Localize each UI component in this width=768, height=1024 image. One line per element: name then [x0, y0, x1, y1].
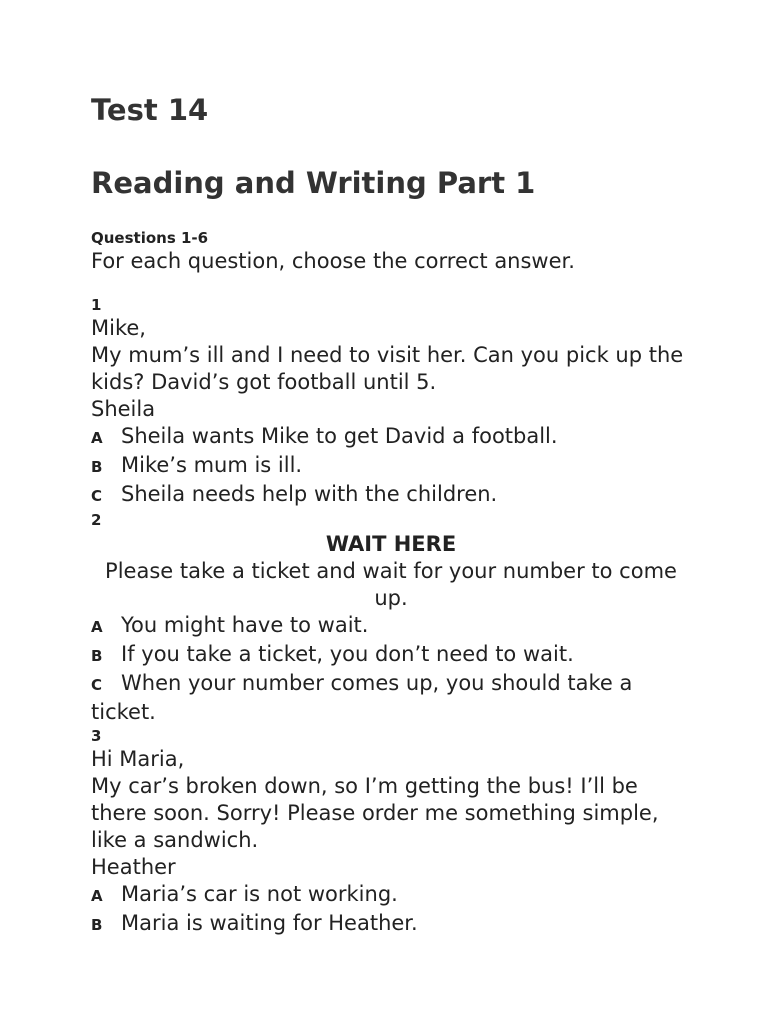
- option-text: When your number comes up, you should take a ticket.: [91, 671, 633, 724]
- option-letter: C: [91, 487, 103, 505]
- part-title: Reading and Writing Part 1: [91, 166, 536, 200]
- option-letter: A: [91, 887, 103, 905]
- option-text: You might have to wait.: [121, 613, 369, 637]
- answer-option-b[interactable]: [91, 910, 691, 939]
- option-letter: A: [91, 618, 103, 636]
- question-number: 1: [91, 296, 102, 314]
- answer-option-b[interactable]: [91, 641, 691, 670]
- option-letter: C: [91, 676, 103, 694]
- message-body: My mum’s ill and I need to visit her. Can you pick up the kids? David’s got football until 5.: [91, 343, 684, 394]
- question-3: [91, 726, 691, 939]
- questions-label: Questions 1-6: [91, 229, 209, 247]
- option-letter: B: [91, 647, 103, 665]
- message-signature: Sheila: [91, 397, 156, 421]
- option-letter: B: [91, 458, 103, 476]
- option-letter: A: [91, 429, 103, 447]
- answer-option-b[interactable]: [91, 452, 691, 481]
- question-number: 3: [91, 727, 102, 745]
- answer-option-a[interactable]: [91, 423, 691, 452]
- answer-option-c[interactable]: [91, 670, 691, 726]
- test-title: Test 14: [91, 93, 209, 127]
- question-2: [91, 510, 691, 726]
- option-text: If you take a ticket, you don’t need to wait.: [121, 642, 574, 666]
- answer-option-c[interactable]: [91, 481, 691, 510]
- option-text: Mike’s mum is ill.: [121, 453, 303, 477]
- option-text: Sheila needs help with the children.: [121, 482, 498, 506]
- question-number: 2: [91, 511, 102, 529]
- question-flow: [91, 228, 691, 939]
- message-signature: Heather: [91, 855, 176, 879]
- option-text: Sheila wants Mike to get David a football.: [121, 424, 558, 448]
- message-body: My car’s broken down, so I’m getting the bus! I’ll be there soon. Sorry! Please order me something simple, like a sandwich.: [91, 774, 659, 852]
- instructions-text: For each question, choose the correct answer.: [91, 249, 575, 273]
- option-text: Maria’s car is not working.: [121, 882, 398, 906]
- answer-option-a[interactable]: [91, 881, 691, 910]
- notice-text: Please take a ticket and wait for your number to come up.: [105, 559, 677, 610]
- notice-title: WAIT HERE: [325, 532, 457, 556]
- answer-option-a[interactable]: [91, 612, 691, 641]
- option-text: Maria is waiting for Heather.: [121, 911, 418, 935]
- question-1: [91, 295, 691, 510]
- message-greeting: Mike,: [91, 316, 146, 340]
- option-letter: B: [91, 916, 103, 934]
- message-greeting: Hi Maria,: [91, 747, 185, 771]
